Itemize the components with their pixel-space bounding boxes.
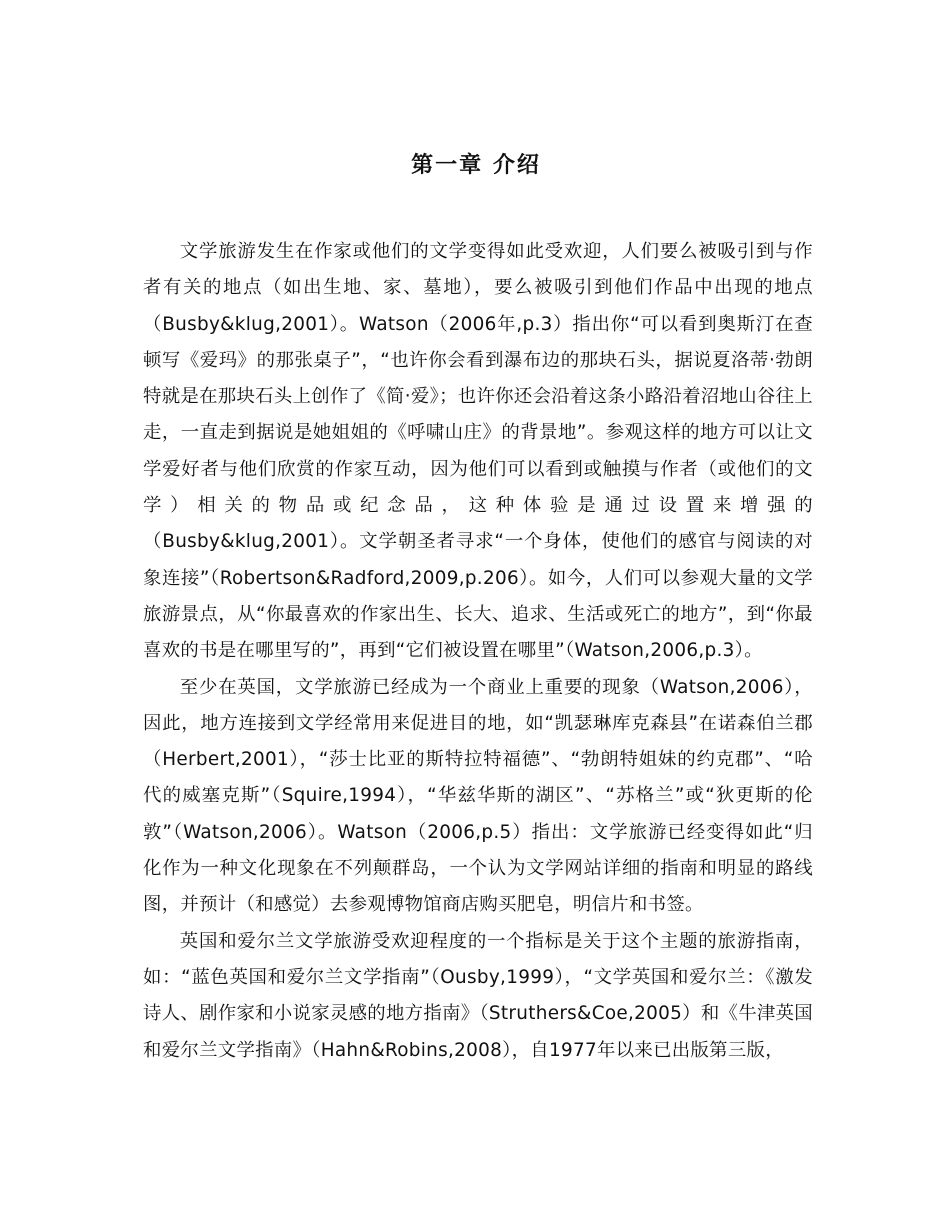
paragraph-2: 至少在英国，文学旅游已经成为一个商业上重要的现象（Watson,2006），因此，地方连接到文学经常用来促进目的地，如“凯瑟琳库克森县”在诺森伯兰郡（Herbert,2001），“莎士比亚的斯特拉特福德”、“勃朗特姐妹的约克郡”、“哈代的威塞克斯”（Squire,1994），“华兹华斯的湖区”、“苏格兰”或“狄更斯的伦敦”（Watson,2006）。Watson（2006,p.5）指出：文学旅游已经变得如此“归化作为一种文化现象在不列颠群岛，一个认为文学网站详细的指南和明显的路线图，并预计（和感觉）去参观博物馆商店购买肥皂，明信片和书签。	[143, 676, 813, 916]
paragraph-1: 文学旅游发生在作家或他们的文学变得如此受欢迎，人们要么被吸引到与作者有关的地点（如出生地、家、墓地），要么被吸引到他们作品中出现的地点（Busby&klug,2001）。Watson（2006年,p.3）指出你“可以看到奥斯汀在查顿写《爱玛》的那张桌子”，“也许你会看到瀑布边的那块石头，据说夏洛蒂·勃朗特就是在那块石头上创作了《简·爱》；也许你还会沿着这条小路沿着沼地山谷往上走，一直走到据说是她姐姐的《呼啸山庄》的背景地”。参观这样的地方可以让文学爱好者与他们欣赏的作家互动，因为他们可以看到或触摸与作者（或他们的文学）相关的物品或纪念品，这种体验是通过设置来增强的（Busby&klug,2001）。文学朝圣者寻求“一个身体，使他们的感官与阅读的对象连接”（Robertson&Radford,2009,p.206）。如今，人们可以参观大量的文学旅游景点，从“你最喜欢的作家出生、长大、追求、生活或死亡的地方”，到“你最喜欢的书是在哪里写的”，再到“它们被设置在哪里”（Watson,2006,p.3）。	[143, 241, 813, 662]
body-text	[143, 234, 813, 1069]
chapter-title: 第一章 介绍	[411, 153, 541, 178]
paragraph-3: 英国和爱尔兰文学旅游受欢迎程度的一个指标是关于这个主题的旅游指南，如：“蓝色英国和爱尔兰文学指南”（Ousby,1999），“文学英国和爱尔兰：《激发诗人、剧作家和小说家灵感的地方指南》（Struthers&Coe,2005）和《牛津英国和爱尔兰文学指南》（Hahn&Robins,2008），自1977年以来已出版第三版，	[143, 930, 813, 1061]
